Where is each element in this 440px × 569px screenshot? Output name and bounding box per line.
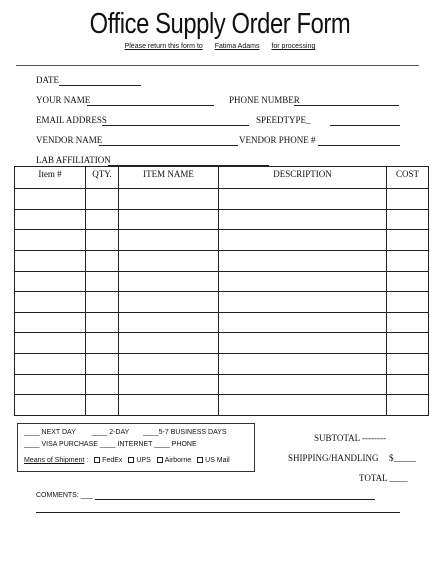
speedtype-label: SPEEDTYPE_ — [256, 115, 311, 125]
table-cell[interactable] — [86, 292, 119, 313]
your-name-label: YOUR NAME — [36, 95, 91, 105]
table-cell[interactable] — [86, 312, 119, 333]
table-cell[interactable] — [15, 230, 86, 251]
purpose-text: for processing — [271, 43, 316, 50]
table-row — [15, 271, 429, 292]
table-cell[interactable] — [119, 374, 219, 395]
table-cell[interactable] — [219, 374, 387, 395]
date-field[interactable] — [59, 85, 141, 86]
table-cell[interactable] — [86, 354, 119, 375]
table-cell[interactable] — [387, 230, 429, 251]
table-cell[interactable] — [119, 189, 219, 210]
table-cell[interactable] — [387, 209, 429, 230]
subtotal-label: SUBTOTAL -------- — [314, 433, 387, 443]
items-table — [14, 166, 429, 416]
table-cell[interactable] — [15, 312, 86, 333]
your-name-field[interactable] — [87, 105, 214, 106]
carrier-fedex: FedEx — [102, 457, 123, 464]
table-cell[interactable] — [219, 312, 387, 333]
lab-affiliation-label: LAB AFFILIATION — [36, 155, 111, 165]
table-cell[interactable] — [119, 230, 219, 251]
table-cell[interactable] — [219, 354, 387, 375]
table-row — [15, 312, 429, 333]
internet-option[interactable]: ____ INTERNET — [99, 441, 153, 448]
carrier-us-mail: US Mail — [205, 457, 230, 464]
table-header-row — [15, 167, 429, 189]
table-cell[interactable] — [86, 374, 119, 395]
carrier-ups: UPS — [136, 457, 151, 464]
table-row — [15, 189, 429, 210]
phone-number-field[interactable] — [294, 105, 399, 106]
table-cell[interactable] — [387, 374, 429, 395]
vendor-name-label: VENDOR NAME — [36, 135, 103, 145]
table-cell[interactable] — [387, 312, 429, 333]
table-cell[interactable] — [119, 312, 219, 333]
table-cell[interactable] — [119, 292, 219, 313]
table-cell[interactable] — [119, 209, 219, 230]
col-description: DESCRIPTION — [219, 167, 387, 189]
total-label: TOTAL ____ — [359, 473, 408, 483]
top-rule — [16, 65, 419, 66]
table-row — [15, 209, 429, 230]
table-row — [15, 333, 429, 354]
table-cell[interactable] — [86, 189, 119, 210]
shipping-handling-text: SHIPPING/HANDLING — [288, 453, 379, 463]
table-cell[interactable] — [119, 354, 219, 375]
five-seven-day-option[interactable]: ____5-7 BUSINESS DAYS — [143, 429, 227, 436]
table-cell[interactable] — [219, 189, 387, 210]
col-item-name: ITEM NAME — [119, 167, 219, 189]
table-cell[interactable] — [15, 374, 86, 395]
phone-number-label: PHONE NUMBER — [229, 95, 300, 105]
table-row — [15, 230, 429, 251]
next-day-option[interactable]: ____ NEXT DAY — [24, 429, 76, 436]
table-cell[interactable] — [15, 271, 86, 292]
table-cell[interactable] — [119, 333, 219, 354]
table-cell[interactable] — [387, 395, 429, 416]
table-cell[interactable] — [15, 333, 86, 354]
phone-option[interactable]: ____ PHONE — [154, 441, 197, 448]
checkbox-icon[interactable] — [197, 457, 203, 463]
form-title: Office Supply Order Form — [89, 8, 351, 40]
vendor-phone-label: VENDOR PHONE # — [239, 135, 316, 145]
table-row — [15, 250, 429, 271]
means-of-shipment-label: Means of Shipment — [24, 457, 85, 464]
table-cell[interactable] — [387, 354, 429, 375]
table-row — [15, 374, 429, 395]
table-cell[interactable] — [219, 333, 387, 354]
table-cell[interactable] — [387, 333, 429, 354]
table-cell[interactable] — [15, 292, 86, 313]
table-cell[interactable] — [219, 250, 387, 271]
table-cell[interactable] — [15, 209, 86, 230]
col-item-number: Item # — [15, 167, 86, 189]
vendor-phone-field[interactable] — [318, 145, 400, 146]
table-cell[interactable] — [387, 292, 429, 313]
comments-field-line-1[interactable] — [95, 499, 375, 500]
two-day-option[interactable]: ____ 2-DAY — [91, 429, 130, 436]
col-qty: QTY. — [86, 167, 119, 189]
table-cell[interactable] — [219, 209, 387, 230]
checkbox-icon[interactable] — [128, 457, 134, 463]
shipping-handling-field[interactable]: $_____ — [389, 453, 417, 463]
table-cell[interactable] — [86, 230, 119, 251]
table-cell[interactable] — [219, 230, 387, 251]
table-cell[interactable] — [387, 250, 429, 271]
shipping-handling-label — [288, 453, 416, 463]
table-cell[interactable] — [15, 250, 86, 271]
email-label: EMAIL ADDRESS — [36, 115, 107, 125]
checkbox-icon[interactable] — [157, 457, 163, 463]
table-cell[interactable] — [219, 395, 387, 416]
speedtype-field[interactable] — [330, 125, 400, 126]
table-cell[interactable] — [119, 395, 219, 416]
table-cell[interactable] — [15, 395, 86, 416]
table-cell[interactable] — [86, 271, 119, 292]
table-row — [15, 292, 429, 313]
checkbox-icon[interactable] — [94, 457, 100, 463]
table-cell[interactable] — [15, 189, 86, 210]
table-cell[interactable] — [219, 271, 387, 292]
table-cell[interactable] — [219, 292, 387, 313]
col-cost: COST — [387, 167, 429, 189]
table-cell[interactable] — [387, 189, 429, 210]
email-field[interactable] — [102, 125, 249, 126]
visa-purchase-option[interactable]: ____ VISA PURCHASE — [24, 441, 98, 448]
return-instruction — [0, 43, 440, 50]
comments-label: COMMENTS: ___ — [36, 492, 93, 499]
table-cell[interactable] — [119, 271, 219, 292]
table-cell[interactable] — [86, 333, 119, 354]
table-row — [15, 395, 429, 416]
carrier-airborne: Airborne — [164, 457, 192, 464]
table-cell[interactable] — [86, 209, 119, 230]
vendor-name-field[interactable] — [99, 145, 238, 146]
table-cell[interactable] — [387, 271, 429, 292]
table-cell[interactable] — [86, 395, 119, 416]
table-cell[interactable] — [119, 250, 219, 271]
shipping-options-box: ____ NEXT DAY ____ 2-DAY ____5-7 BUSINESS DAYS ____ VISA PURCHASE ____ INTERNET ____ PHONE Means of Shipment : FedEx UPS Airborne US Mail — [17, 423, 255, 472]
return-text: Please return this form to — [124, 43, 203, 50]
recipient-name: Fatima Adams — [214, 43, 260, 50]
table-row — [15, 354, 429, 375]
comments-field-line-2[interactable] — [36, 512, 400, 513]
table-cell[interactable] — [86, 250, 119, 271]
table-cell[interactable] — [15, 354, 86, 375]
date-label: DATE — [36, 75, 59, 85]
